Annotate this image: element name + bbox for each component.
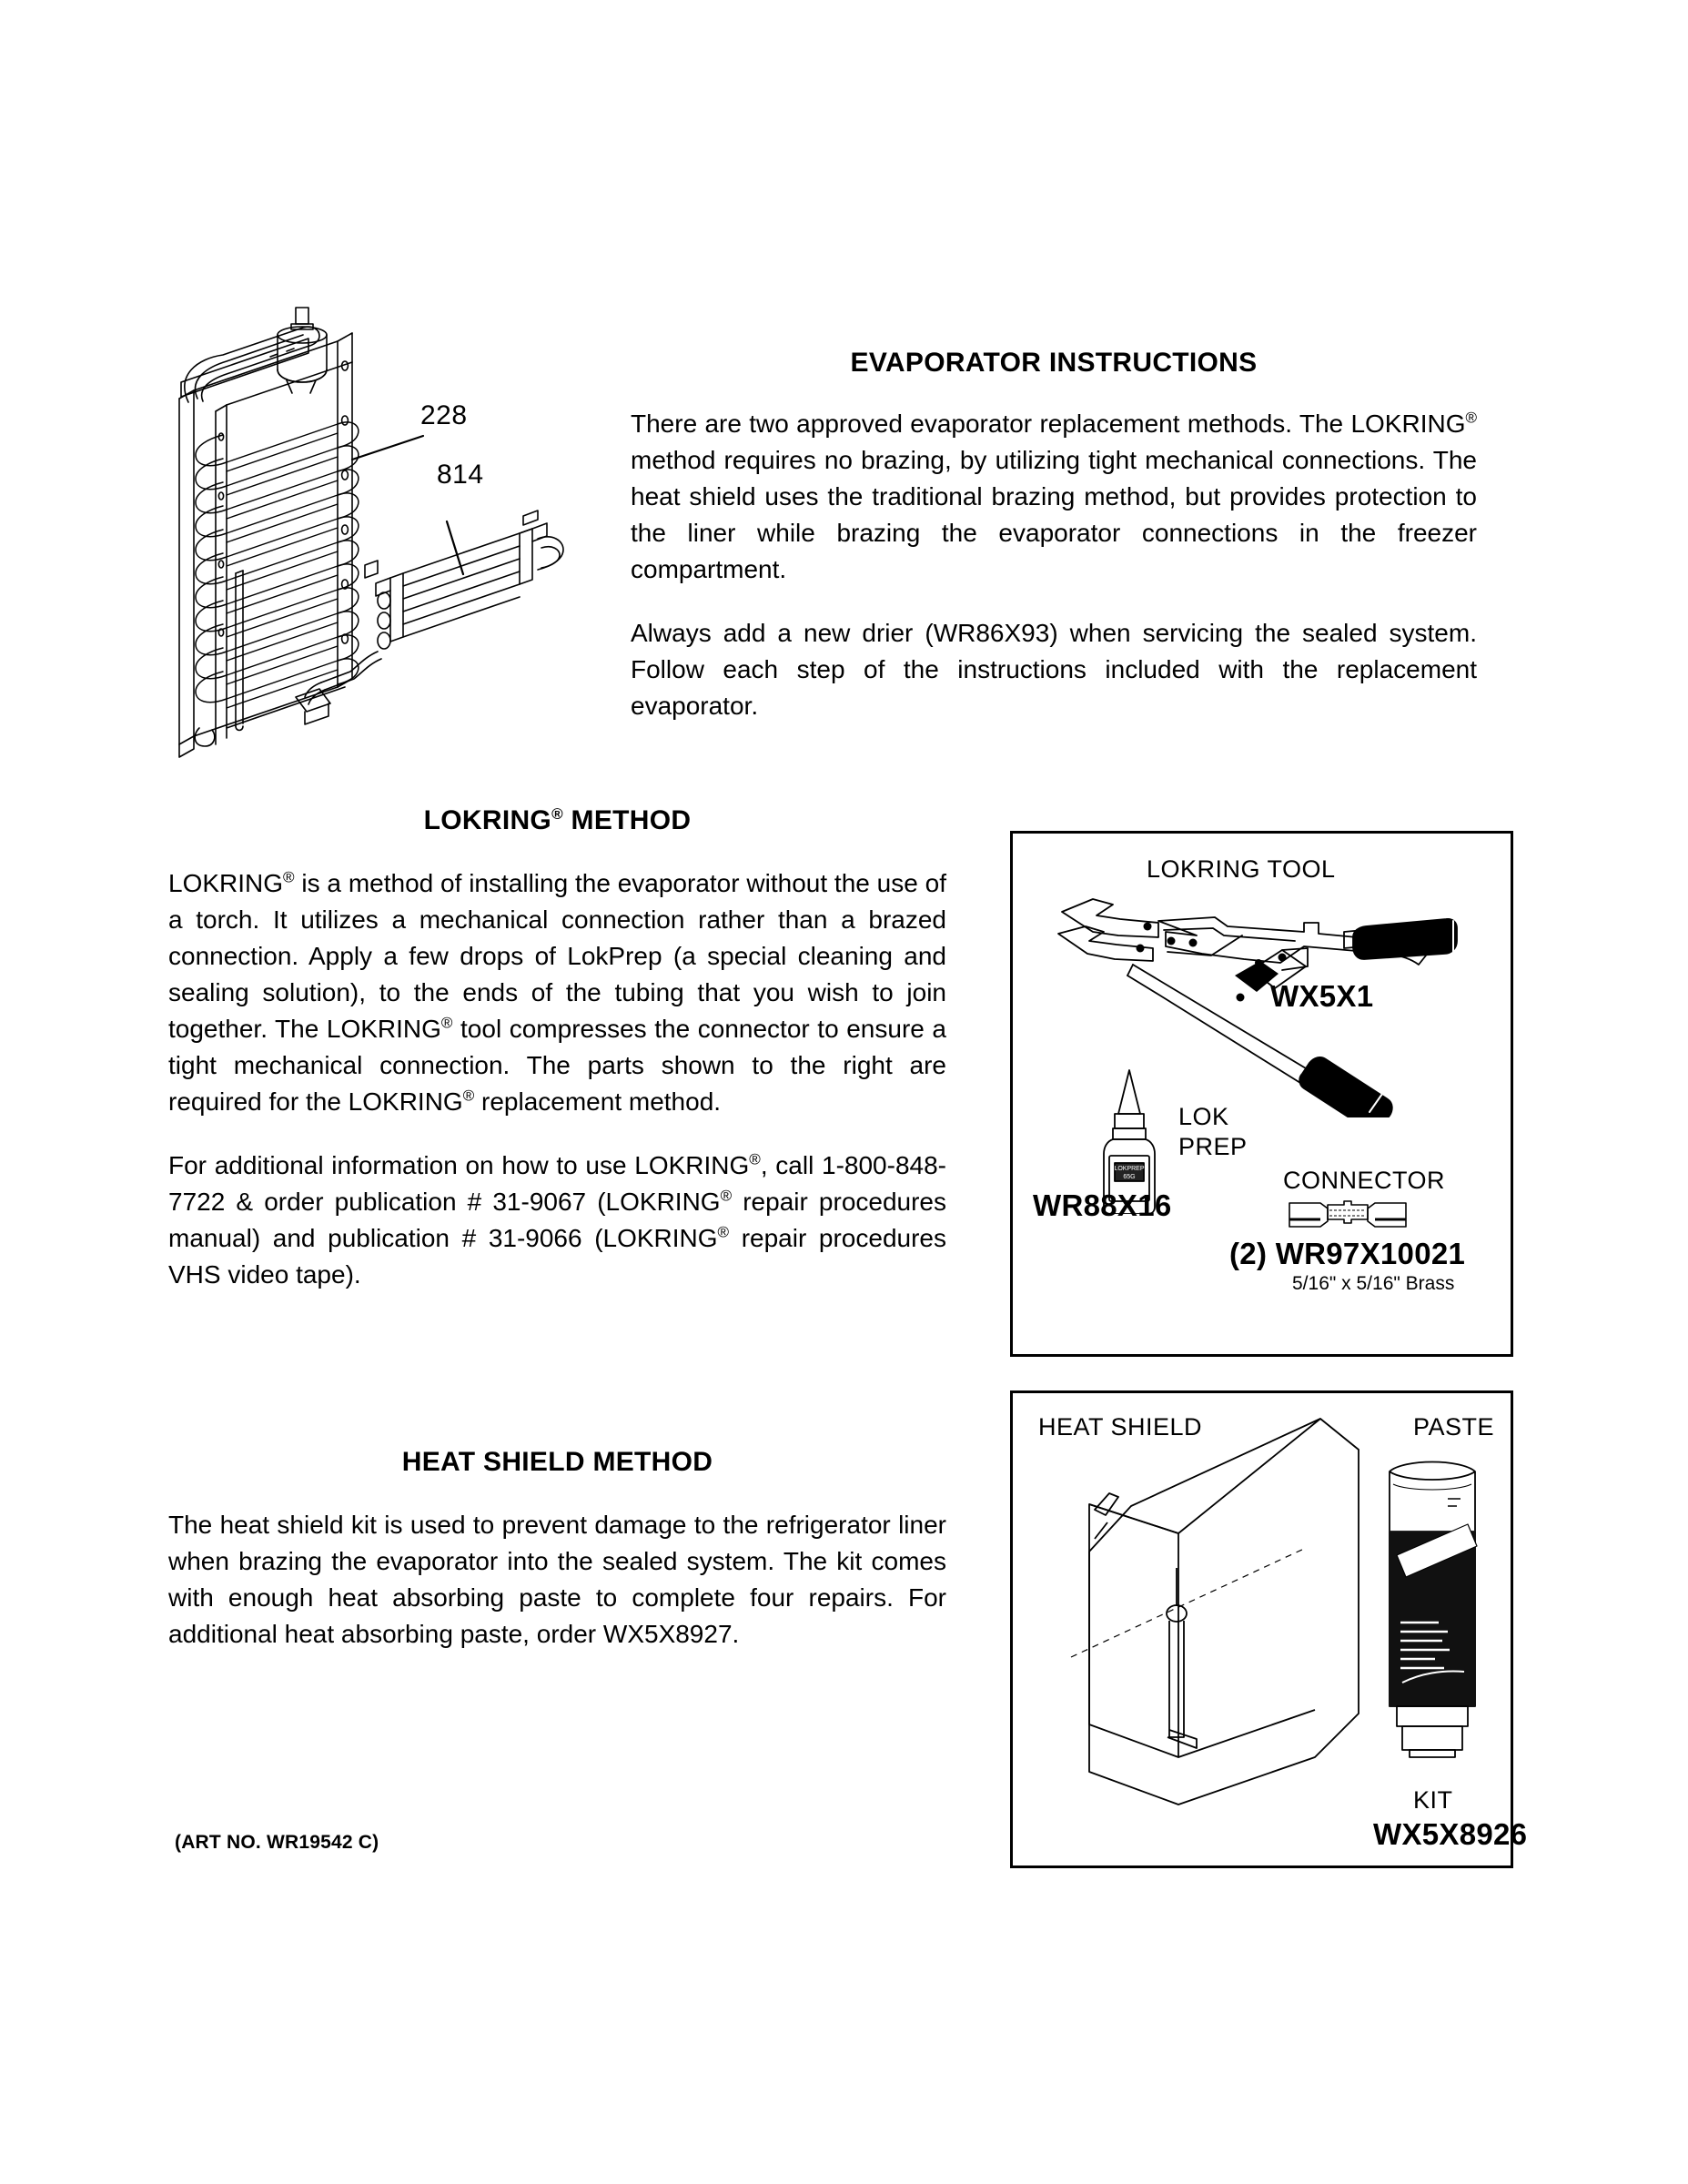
kit-label: KIT bbox=[1413, 1786, 1453, 1814]
kit-part-number: WX5X8926 bbox=[1373, 1817, 1528, 1851]
registered-mark-icon: ® bbox=[749, 1150, 761, 1168]
intro-paragraph-1-part2: method requires no brazing, by utilizing tight mechanical connections. The heat shield uses the traditional brazing method, but provides protection to the liner while brazing the evaporator connections in the freezer compartment. bbox=[631, 446, 1477, 583]
heat-shield-method-section bbox=[168, 1447, 946, 1653]
lok-prep-label-line1: LOK bbox=[1178, 1103, 1229, 1130]
evaporator-diagram bbox=[159, 300, 614, 819]
lokring-paragraph-1-part3: tool compresses the connector to ensure a tight mechanical connection. The parts shown to the right are required for the LOKRING bbox=[168, 1015, 946, 1116]
connector-fitting-icon bbox=[1288, 1196, 1408, 1234]
lokring-tool-part-number: WX5X1 bbox=[1270, 979, 1374, 1013]
lokring-paragraph-2-part2: , call 1-800-848-7722 & order publication # 31-9067 (LOKRING bbox=[168, 1151, 946, 1216]
lokring-paragraph-1-part4: replacement method. bbox=[474, 1087, 722, 1116]
registered-mark-icon: ® bbox=[717, 1223, 730, 1241]
art-number-footer: (ART NO. WR19542 C) bbox=[175, 1832, 379, 1853]
lok-prep-bottle-text-line2: 65G bbox=[1123, 1174, 1136, 1180]
lokring-paragraph-2-part4: repair procedures VHS video tape). bbox=[168, 1224, 946, 1289]
heat-shield-parts-figure bbox=[1010, 1390, 1528, 1868]
lok-prep-label-line2: PREP bbox=[1178, 1133, 1248, 1160]
lokring-method-title-part2: METHOD bbox=[562, 805, 692, 835]
connector-size-label: 5/16" x 5/16" Brass bbox=[1292, 1273, 1455, 1294]
lokring-method-title-part1: LOKRING bbox=[423, 805, 552, 835]
lokring-paragraph-2 bbox=[168, 1148, 946, 1293]
lokring-paragraph-1 bbox=[168, 865, 946, 1120]
lokring-method-title bbox=[168, 805, 946, 836]
lokring-method-section bbox=[168, 805, 946, 1293]
lokring-paragraph-1-part2: is a method of installing the evaporator without the use of a torch. It utilizes a mechanical connection rather than a brazed connection. Apply a few drops of LokPrep (a special cleaning and sealing solution), to the ends of the tubing that you wish to join together. The LOKRING bbox=[168, 869, 946, 1043]
paste-tube-icon bbox=[1375, 1444, 1490, 1763]
callout-number-814: 814 bbox=[437, 460, 484, 490]
heat-shield-paragraph: The heat shield kit is used to prevent damage to the refrigerator liner when brazing the evaporator into the sealed system. The kit comes with enough heat absorbing paste to complete four repairs. For additional heat absorbing paste, order WX5X8927. bbox=[168, 1511, 946, 1648]
lokring-parts-figure bbox=[1010, 831, 1513, 1357]
registered-mark-icon: ® bbox=[283, 868, 295, 886]
heat-shield-method-title: HEAT SHIELD METHOD bbox=[401, 1447, 713, 1477]
intro-paragraph-1 bbox=[631, 406, 1477, 588]
connector-label: CONNECTOR bbox=[1283, 1167, 1446, 1194]
registered-mark-icon: ® bbox=[720, 1187, 733, 1205]
registered-mark-icon: ® bbox=[440, 1014, 453, 1032]
page-title: EVAPORATOR INSTRUCTIONS bbox=[850, 348, 1258, 378]
intro-paragraph-2: Always add a new drier (WR86X93) when servicing the sealed system. Follow each step of the instructions included with the replacement evaporator. bbox=[631, 619, 1477, 720]
registered-mark-icon: ® bbox=[462, 1087, 475, 1105]
heat-shield-label: HEAT SHIELD bbox=[1038, 1413, 1203, 1441]
lokring-paragraph-2-part3: repair procedures manual) and publication # 31-9066 (LOKRING bbox=[168, 1188, 947, 1252]
connector-part-number: (2) WR97X10021 bbox=[1229, 1237, 1466, 1270]
registered-mark-icon: ® bbox=[1465, 409, 1477, 427]
lok-prep-label bbox=[1178, 1102, 1248, 1162]
callout-number-228: 228 bbox=[420, 400, 468, 430]
lokring-paragraph-2-part1: For additional information on how to use LOKRING bbox=[168, 1151, 750, 1179]
registered-mark-icon: ® bbox=[551, 805, 563, 823]
evaporator-instructions-section bbox=[631, 348, 1477, 724]
lokring-tool-label: LOKRING TOOL bbox=[1147, 855, 1336, 883]
intro-paragraph-1-part1: There are two approved evaporator replacement methods. The LOKRING bbox=[631, 410, 1466, 438]
lok-prep-part-number: WR88X16 bbox=[1033, 1188, 1172, 1222]
lokring-paragraph-1-part1: LOKRING bbox=[168, 869, 284, 897]
heat-shield-panel-icon bbox=[1031, 1402, 1377, 1848]
lok-prep-bottle-text-line1: LOKPREP bbox=[1114, 1166, 1145, 1172]
paste-label: PASTE bbox=[1413, 1413, 1495, 1441]
